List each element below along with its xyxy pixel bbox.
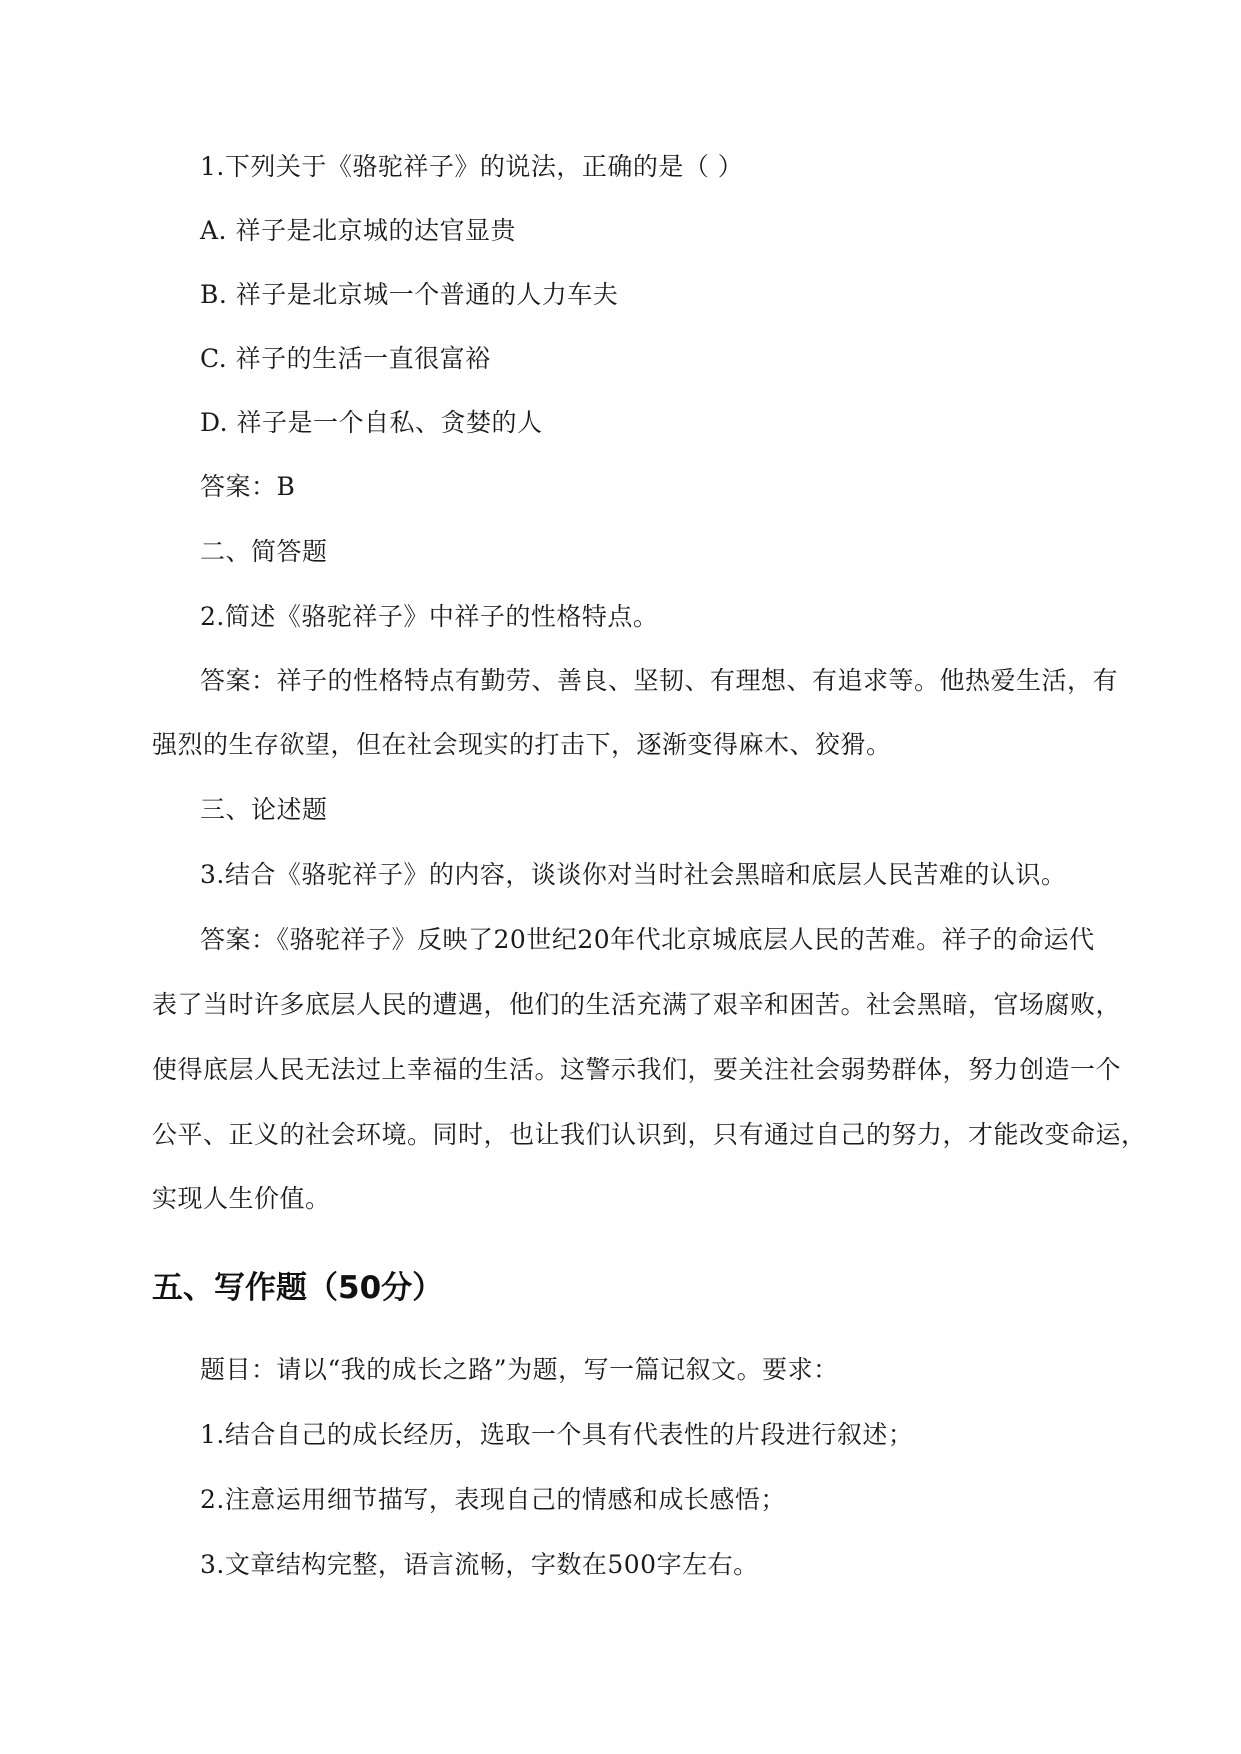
section-2-title: 二、简答题: [200, 537, 328, 566]
answer-3-line-3: 使得底层人民无法过上幸福的生活。这警示我们，要关注社会弱势群体，努力创造一个: [152, 1055, 1122, 1084]
option-b: B. 祥子是北京城一个普通的人力车夫: [200, 280, 619, 309]
requirement-2: 2.注意运用细节描写，表现自己的情感和成长感悟；: [200, 1485, 786, 1514]
requirement-1: 1.结合自己的成长经历，选取一个具有代表性的片段进行叙述；: [200, 1420, 914, 1449]
question-3: 3.结合《骆驼祥子》的内容，谈谈你对当时社会黑暗和底层人民苦难的认识。: [200, 860, 1067, 889]
option-a: A. 祥子是北京城的达官显贵: [200, 216, 516, 245]
option-c: C. 祥子的生活一直很富裕: [200, 344, 491, 373]
answer-3-line-1: 答案：《骆驼祥子》反映了20世纪20年代北京城底层人民的苦难。祥子的命运代: [200, 925, 1095, 954]
answer-1: 答案：B: [200, 472, 296, 501]
requirement-3: 3.文章结构完整，语言流畅，字数在500字左右。: [200, 1550, 759, 1579]
answer-3-line-4: 公平、正义的社会环境。同时，也让我们认识到，只有通过自己的努力，才能改变命运，: [152, 1120, 1147, 1149]
section-5-heading: 五、写作题（50分）: [152, 1270, 444, 1306]
question-1: 1.下列关于《骆驼祥子》的说法，正确的是（ ）: [200, 152, 744, 181]
answer-3-line-2: 表了当时许多底层人民的遭遇，他们的生活充满了艰辛和困苦。社会黑暗，官场腐败，: [152, 990, 1122, 1019]
option-d: D. 祥子是一个自私、贪婪的人: [200, 408, 543, 437]
answer-2-line-2: 强烈的生存欲望，但在社会现实的打击下，逐渐变得麻木、狡猾。: [152, 730, 892, 759]
writing-prompt: 题目：请以“我的成长之路”为题，写一篇记叙文。要求：: [200, 1355, 839, 1384]
answer-3-line-5: 实现人生价值。: [152, 1184, 331, 1213]
section-3-title: 三、论述题: [200, 795, 328, 824]
question-2: 2.简述《骆驼祥子》中祥子的性格特点。: [200, 602, 659, 631]
answer-2-line-1: 答案：祥子的性格特点有勤劳、善良、坚韧、有理想、有追求等。他热爱生活，有: [200, 666, 1119, 695]
